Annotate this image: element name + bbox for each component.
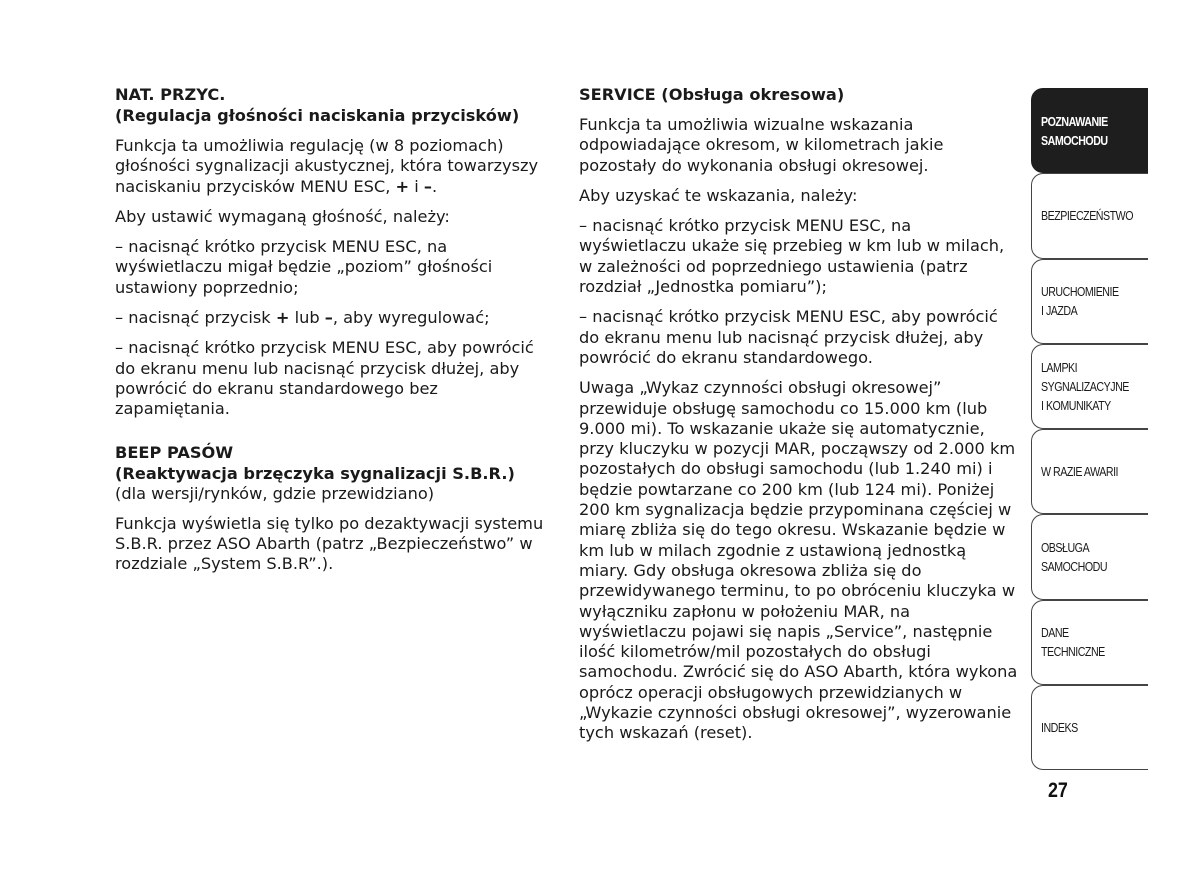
section-note: (dla wersji/rynków, gdzie przewidziano) [115,483,435,503]
page-number: 27 [1048,779,1068,802]
tab-w-razie-awarii[interactable]: W RAZIE AWARII [1031,429,1148,514]
paragraph: Funkcja ta umożliwia regulację (w 8 poziomach) głośności sygnalizacji akustycznej, która towarzyszy naciskaniu przycisków MENU ESC, + i –. [115,136,539,196]
right-column [579,84,1019,754]
section-title-beep-pasow: BEEP PASÓW [115,442,234,462]
tab-uruchomienie-i-jazda[interactable]: URUCHOMIENIE I JAZDA [1031,259,1148,344]
section-title-nat-przyc: NAT. PRZYC. [115,85,226,104]
tab-dane-techniczne[interactable]: DANE TECHNICZNE [1031,600,1148,685]
tab-indeks[interactable]: INDEKS [1031,685,1148,770]
left-column [115,84,555,585]
paragraph: – nacisnąć krótko przycisk MENU ESC, na wyświetlaczu ukaże się przebieg w km lub w milach, w zależności od poprzedniego ustawienia (patrz rozdział „Jednostka pomiaru”); [579,216,1005,297]
tab-bezpieczenstwo[interactable]: BEZPIECZEŃSTWO [1031,173,1148,258]
paragraph: Uwaga „Wykaz czynności obsługi okresowej” przewiduje obsługę samochodu co 15.000 km (lub 9.000 mi). To wskazanie ukaże się automatycznie, przy kluczyku w pozycji MAR, począwszy od 2.000 km pozostałych do obsługi samochodu (lub 1.240 mi) i będzie powtarzane co 200 km (lub 124 mi). Poniżej 200 km sygnalizacja będzie przypominana częściej w miarę zbliża się do tego okresu. Wskazanie będzie w km lub w milach zgodnie z ustawioną jednostką miary. Gdy obsługa okresowa zbliża się do przewidywanego terminu, to po obróceniu kluczyka w wyłączniku zapłonu w położeniu MAR, na wyświetlaczu pojawi się napis „Service”, następnie ilość kilometrów/mil pozostałych do obsługi samochodu. Zwrócić się do ASO Abarth, która wykona oprócz operacji obsługowych przewidzianych w „Wykazie czynności obsługi okresowej”, wyzerowanie tych wskazań (reset). [579,378,1018,743]
paragraph: Funkcja ta umożliwia wizualne wskazania odpowiadające okresom, w kilometrach jakie pozostały do wykonania obsługi okresowej. [579,115,944,175]
tab-poznawanie-samochodu[interactable]: POZNAWANIE SAMOCHODU [1031,88,1148,173]
paragraph: – nacisnąć krótko przycisk MENU ESC, aby powrócić do ekranu menu lub nacisnąć przycisk dłużej, aby powrócić do ekranu standardowego. [579,307,998,367]
section-title-service: SERVICE (Obsługa okresowa) [579,85,845,104]
paragraph: – nacisnąć krótko przycisk MENU ESC, na wyświetlaczu migał będzie „poziom” głośności ustawiony poprzednio; [115,237,493,297]
section-subtitle-beep-pasow: (Reaktywacja brzęczyka sygnalizacji S.B.R.) [115,463,515,483]
tab-obsluga-samochodu[interactable]: OBSŁUGA SAMOCHODU [1031,514,1148,599]
chapter-tabs [1031,88,1148,770]
paragraph: Aby ustawić wymaganą głośność, należy: [115,206,450,226]
paragraph: – nacisnąć krótko przycisk MENU ESC, aby powrócić do ekranu menu lub nacisnąć przycisk dłużej, aby powrócić do ekranu standardowego bez zapamiętania. [115,338,534,419]
tab-lampki-sygnalizacyjne[interactable]: LAMPKI SYGNALIZACYJNE I KOMUNIKATY [1031,344,1148,429]
paragraph: Aby uzyskać te wskazania, należy: [579,185,858,205]
paragraph: Funkcja wyświetla się tylko po dezaktywacji systemu S.B.R. przez ASO Abarth (patrz „Bezpieczeństwo” w rozdziale „System S.B.R”.). [115,513,544,574]
section-subtitle-nat-przyc: (Regulacja głośności naciskania przycisków) [115,106,520,125]
paragraph: – nacisnąć przycisk + lub –, aby wyregulować; [115,308,490,328]
